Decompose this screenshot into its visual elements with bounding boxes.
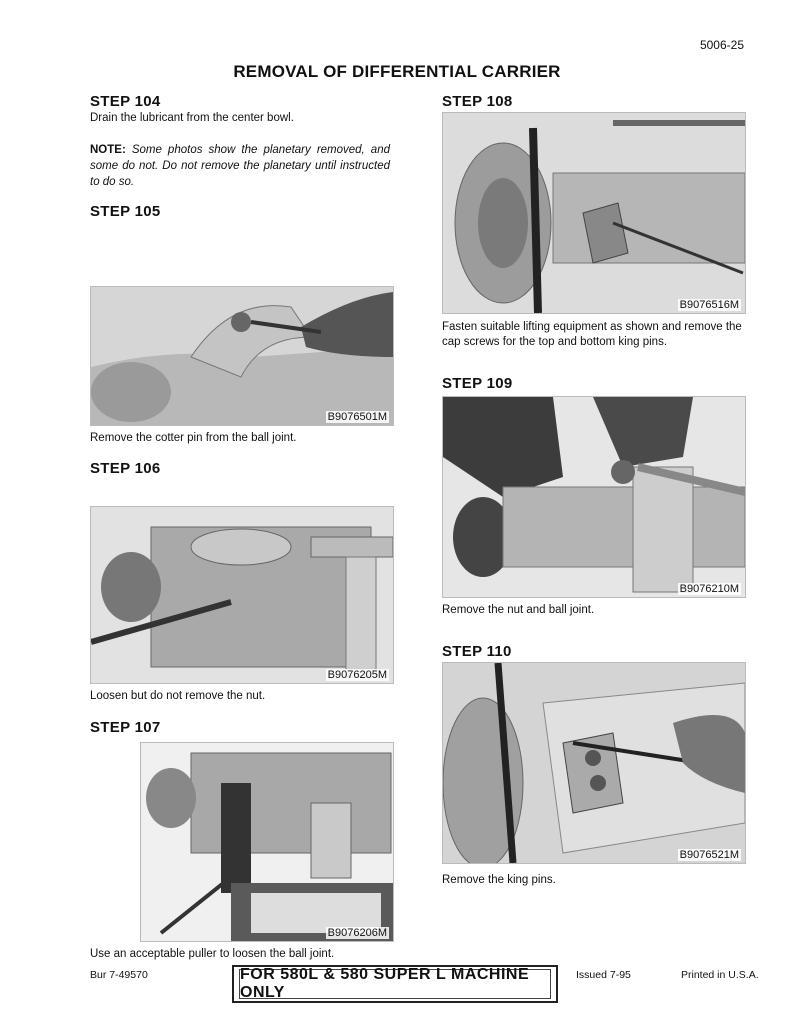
step-107-photo-code: B9076206M [327, 927, 387, 939]
page-title: REMOVAL OF DIFFERENTIAL CARRIER [233, 62, 561, 81]
step-109-caption: Remove the nut and ball joint. [442, 604, 595, 616]
step-110-heading: STEP 110 [442, 643, 512, 660]
step-106-photo-code: B9076205M [327, 669, 387, 681]
step-107-photo [140, 742, 394, 942]
footer-printed: Printed in U.S.A. [681, 969, 759, 981]
note-label: NOTE: [90, 144, 126, 156]
step-104-text: Drain the lubricant from the center bowl. [90, 112, 294, 124]
step-106-heading: STEP 106 [90, 460, 161, 477]
king-pin-removal-illustration [443, 663, 745, 863]
step-106-caption: Loosen but do not remove the nut. [90, 690, 266, 702]
page-number: 5006-25 [699, 38, 744, 52]
step-105-photo-code: B9076501M [327, 411, 387, 423]
step-105-caption: Remove the cotter pin from the ball joint. [90, 432, 297, 444]
puller-illustration [141, 743, 393, 941]
step-107-caption: Use an acceptable puller to loosen the ball joint. [90, 948, 335, 960]
machine-banner-text: FOR 580L & 580 SUPER L MACHINE ONLY [239, 969, 551, 999]
step-108-photo-code: B9076516M [679, 299, 739, 311]
step-109-photo-code: B9076210M [679, 583, 739, 595]
axle-nut-illustration [91, 507, 393, 683]
footer-issued: Issued 7-95 [576, 969, 631, 981]
machine-banner [232, 965, 558, 1003]
step-108-caption: Fasten suitable lifting equipment as shown and remove the cap screws for the top and bottom king pins. [442, 321, 742, 348]
step-104-heading: STEP 104 [90, 93, 161, 110]
step-104-note [90, 142, 390, 190]
step-105-photo [90, 286, 394, 426]
lifting-equipment-illustration [443, 113, 745, 313]
step-109-heading: STEP 109 [442, 375, 513, 392]
step-107-heading: STEP 107 [90, 719, 161, 736]
step-108-heading: STEP 108 [442, 93, 513, 110]
ball-joint-removal-illustration [443, 397, 745, 597]
step-110-photo-code: B9076521M [679, 849, 739, 861]
step-110-photo [442, 662, 746, 864]
step-109-photo [442, 396, 746, 598]
step-110-caption: Remove the king pins. [442, 874, 556, 886]
axle-cotter-pin-illustration [91, 287, 393, 425]
step-106-photo [90, 506, 394, 684]
step-105-heading: STEP 105 [90, 203, 161, 220]
footer-document-number: Bur 7-49570 [90, 969, 148, 981]
step-108-photo [442, 112, 746, 314]
note-text: Some photos show the planetary removed, and some do not. Do not remove the planetary until instructed to do so. [90, 144, 390, 188]
